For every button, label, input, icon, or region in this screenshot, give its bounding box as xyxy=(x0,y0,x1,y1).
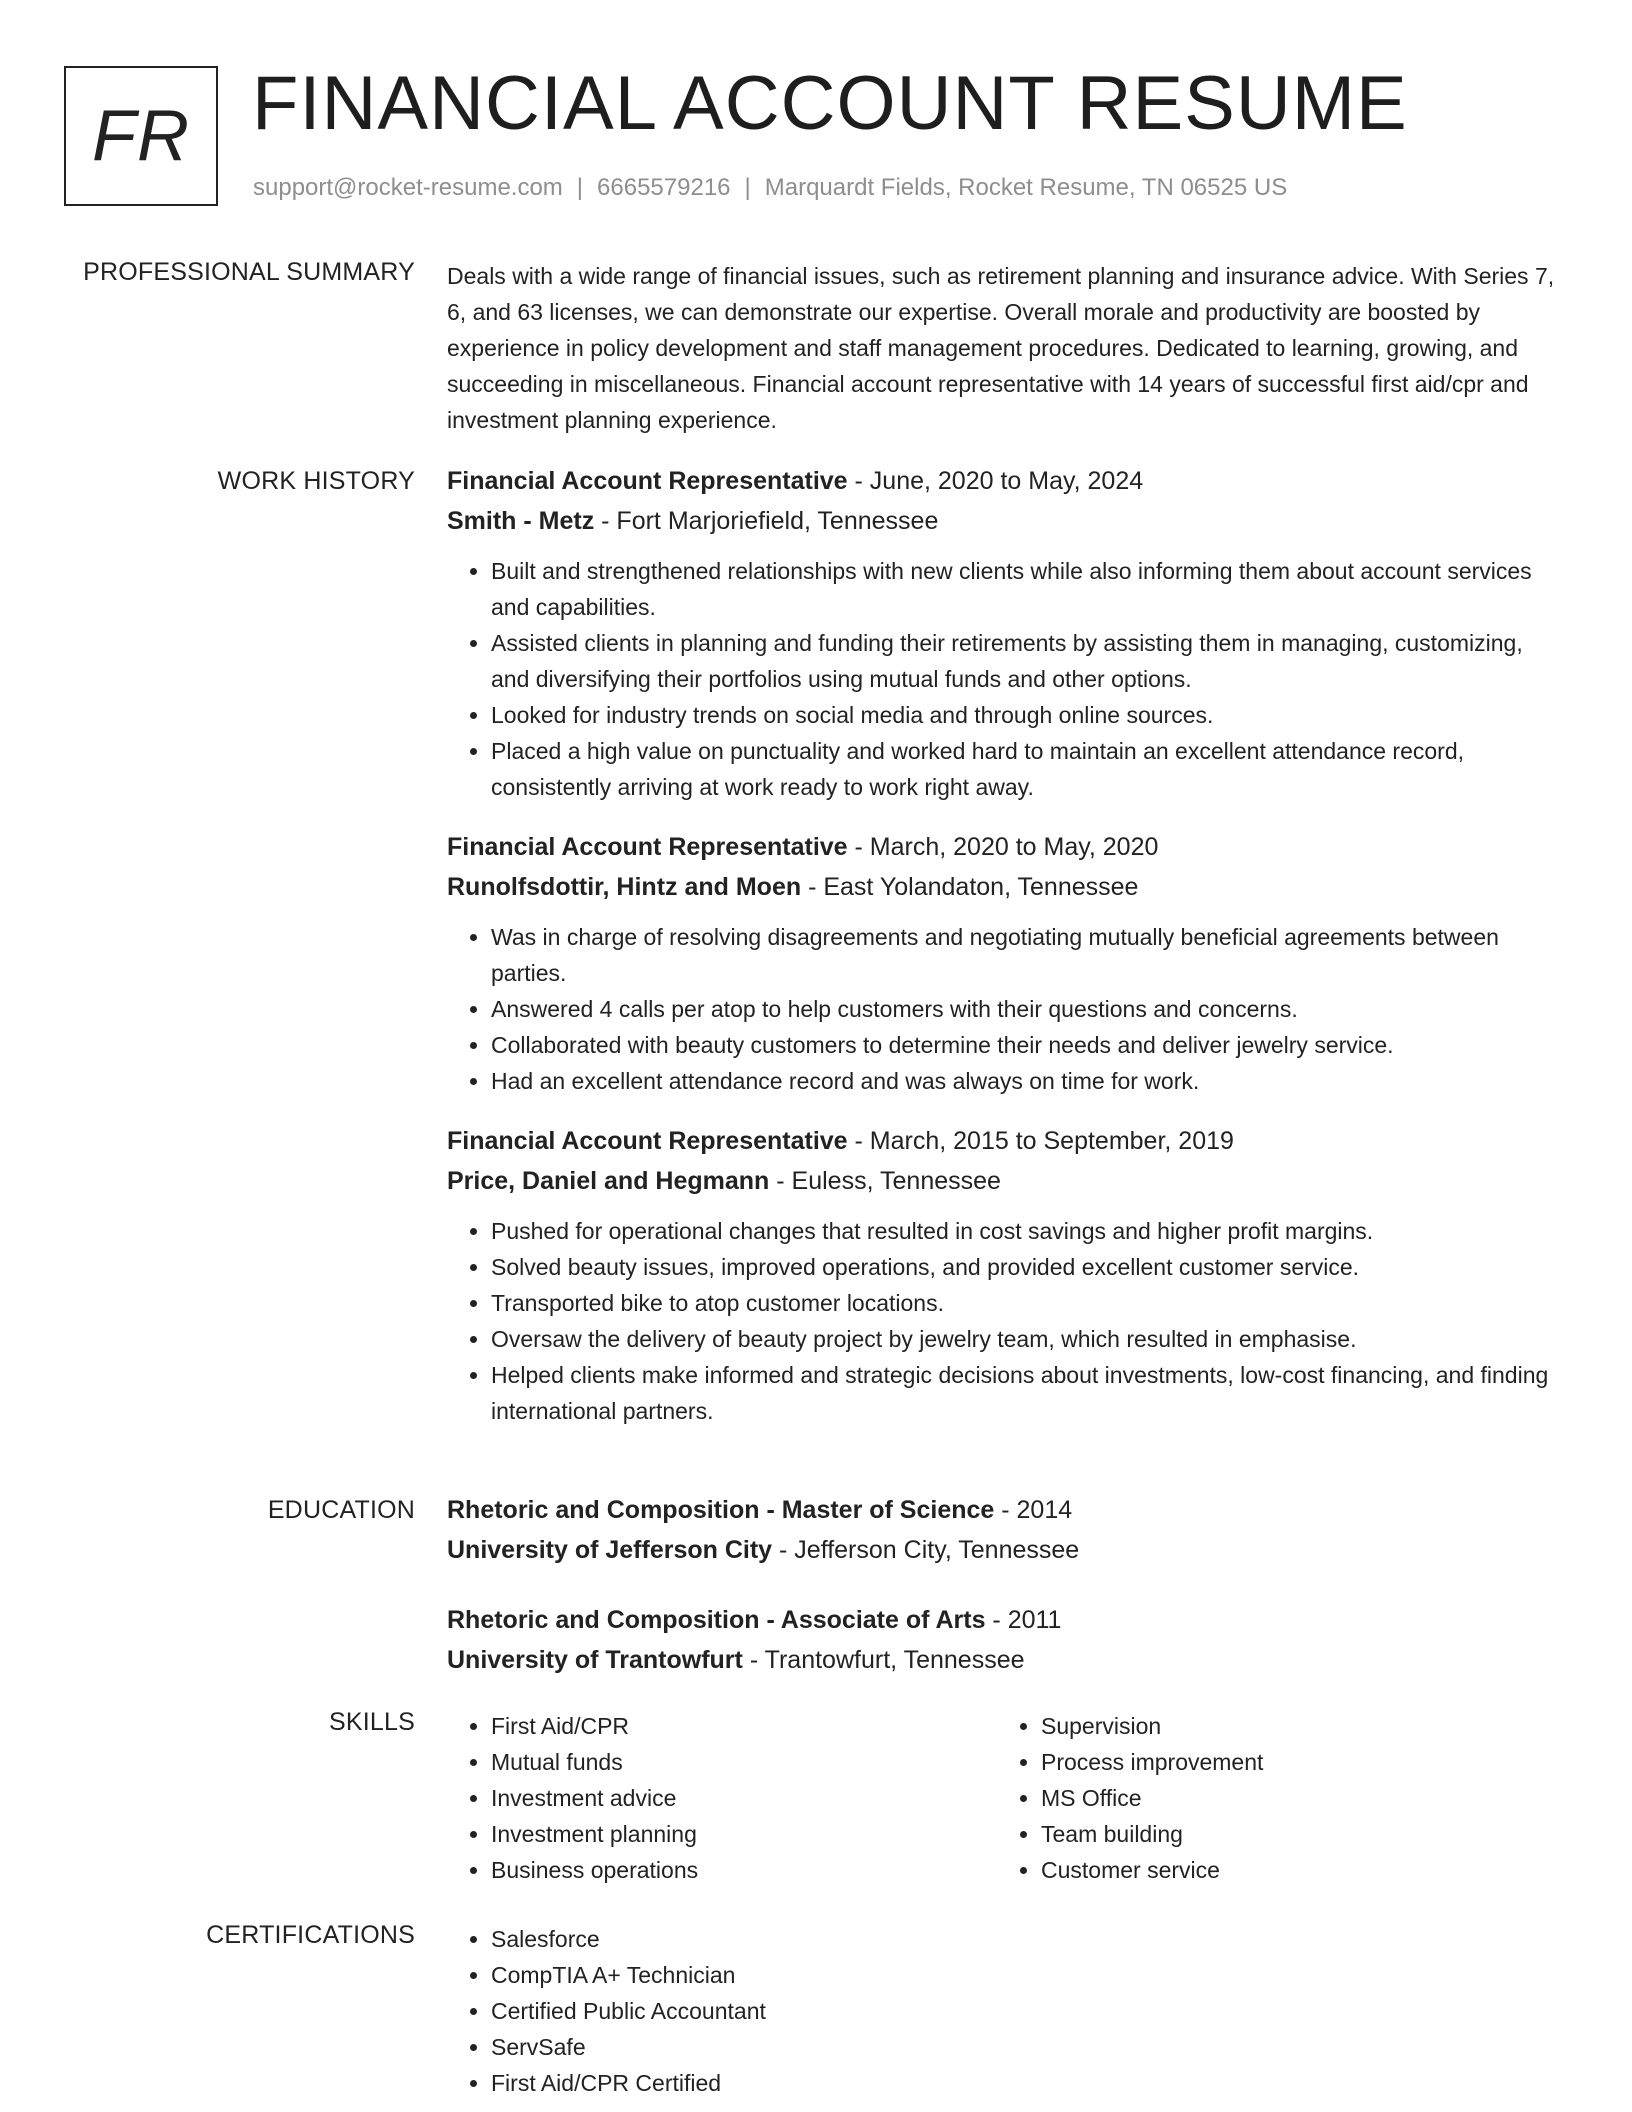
school-location: - Trantowfurt, Tennessee xyxy=(742,1646,1025,1674)
job-title-line xyxy=(447,1121,1567,1161)
section-label-education: EDUCATION xyxy=(267,1496,415,1524)
job-location: - Euless, Tennessee xyxy=(769,1167,1001,1195)
certifications-body xyxy=(447,1921,1567,2101)
job-entry xyxy=(447,461,1567,805)
job-location: - Fort Marjoriefield, Tennessee xyxy=(594,507,939,535)
job-title: Financial Account Representative xyxy=(447,1127,848,1155)
skills-body xyxy=(447,1708,1567,1888)
resume-header xyxy=(64,61,1564,212)
job-title: Financial Account Representative xyxy=(447,833,848,861)
degree: Rhetoric and Composition - Associate of Arts xyxy=(447,1606,986,1634)
skill-item: • Mutual funds xyxy=(491,1744,997,1780)
contact-phone: 6665579216 xyxy=(597,174,731,201)
job-bullet: • Answered 4 calls per atop to help customers with their questions and concerns. xyxy=(491,991,1567,1027)
summary-text: Deals with a wide range of financial issues, such as retirement planning and insurance advice. With Series 7, 6, and 63 licenses, we can demonstrate our expertise. Overall morale and productivity are boosted by experience in policy development and staff management procedures. Dedicated to learning, growing, and succeeding in miscellaneous. Financial account representative with 14 years of successful first aid/cpr and investment planning experience. xyxy=(447,263,1555,433)
certification-item: • CompTIA A+ Technician xyxy=(491,1957,1567,1993)
job-bullet: • Assisted clients in planning and funding their retirements by assisting them in managing, customizing, and diversifying their portfolios using mutual funds and other options. xyxy=(491,625,1567,697)
contact-separator: | xyxy=(744,174,751,201)
skill-item: • Business operations xyxy=(491,1852,997,1888)
education-body xyxy=(447,1490,1567,1710)
job-bullet: • Pushed for operational changes that resulted in cost savings and higher profit margins. xyxy=(491,1213,1567,1249)
skills-column-right xyxy=(997,1708,1547,1888)
certification-item: • Certified Public Accountant xyxy=(491,1993,1567,2029)
skills-column-left xyxy=(447,1708,997,1888)
certifications-list xyxy=(447,1921,1567,2101)
skills-columns xyxy=(447,1708,1567,1888)
job-entry xyxy=(447,827,1567,1099)
job-bullet: • Was in charge of resolving disagreements and negotiating mutually beneficial agreements between parties. xyxy=(491,919,1567,991)
job-bullet: • Helped clients make informed and strategic decisions about investments, low-cost financing, and finding international partners. xyxy=(491,1357,1567,1429)
monogram-logo: FR xyxy=(64,66,218,206)
section-label-certifications: CERTIFICATIONS xyxy=(206,1921,415,1949)
job-bullet: • Had an excellent attendance record and was always on time for work. xyxy=(491,1063,1567,1099)
certification-item: • Salesforce xyxy=(491,1921,1567,1957)
summary-body xyxy=(447,258,1567,438)
education-entry xyxy=(447,1600,1567,1680)
certification-item: • First Aid/CPR Certified xyxy=(491,2065,1567,2101)
job-company: Price, Daniel and Hegmann xyxy=(447,1167,770,1195)
contact-email: support@rocket-resume.com xyxy=(253,174,563,201)
contact-separator: | xyxy=(576,174,584,201)
skill-item: • First Aid/CPR xyxy=(491,1708,997,1744)
degree-line xyxy=(447,1490,1567,1530)
job-location: - East Yolandaton, Tennessee xyxy=(801,873,1139,901)
school-line xyxy=(447,1640,1567,1680)
resume-title: FINANCIAL ACCOUNT RESUME xyxy=(252,61,1408,146)
job-dates: - March, 2020 to May, 2020 xyxy=(847,833,1159,861)
job-bullets xyxy=(447,919,1567,1099)
job-entry xyxy=(447,1121,1567,1429)
degree-line xyxy=(447,1600,1567,1640)
job-bullets xyxy=(447,553,1567,805)
degree: Rhetoric and Composition - Master of Science xyxy=(447,1496,995,1524)
job-bullet: • Collaborated with beauty customers to determine their needs and deliver jewelry service. xyxy=(491,1027,1567,1063)
job-bullet: • Built and strengthened relationships with new clients while also informing them about account services and capabilities. xyxy=(491,553,1567,625)
job-title-line xyxy=(447,461,1567,501)
skill-item: • Team building xyxy=(1041,1816,1547,1852)
skills-list xyxy=(997,1708,1547,1888)
school-location: - Jefferson City, Tennessee xyxy=(772,1536,1080,1564)
job-bullet: • Looked for industry trends on social media and through online sources. xyxy=(491,697,1567,733)
skill-item: • MS Office xyxy=(1041,1780,1547,1816)
job-title-line xyxy=(447,827,1567,867)
job-company: Runolfsdottir, Hintz and Moen xyxy=(447,873,802,901)
section-label-summary: PROFESSIONAL SUMMARY xyxy=(83,258,415,286)
contact-line xyxy=(253,174,1287,202)
job-dates: - March, 2015 to September, 2019 xyxy=(847,1127,1234,1155)
job-dates: - June, 2020 to May, 2024 xyxy=(847,467,1144,495)
work-history-body xyxy=(447,461,1567,1451)
job-bullet: • Oversaw the delivery of beauty project by jewelry team, which resulted in emphasise. xyxy=(491,1321,1567,1357)
section-label-skills: SKILLS xyxy=(329,1708,415,1736)
job-company-line xyxy=(447,867,1567,907)
skill-item: • Supervision xyxy=(1041,1708,1547,1744)
skill-item: • Investment advice xyxy=(491,1780,997,1816)
section-label-work: WORK HISTORY xyxy=(217,467,415,495)
degree-year: - 2011 xyxy=(985,1606,1062,1634)
job-bullet: • Placed a high value on punctuality and worked hard to maintain an excellent attendance record, consistently arriving at work ready to work right away. xyxy=(491,733,1567,805)
contact-address: Marquardt Fields, Rocket Resume, TN 06525 US xyxy=(764,174,1288,201)
job-bullet: • Solved beauty issues, improved operations, and provided excellent customer service. xyxy=(491,1249,1567,1285)
job-company: Smith - Metz xyxy=(447,507,595,535)
certification-item: • ServSafe xyxy=(491,2029,1567,2065)
job-company-line xyxy=(447,1161,1567,1201)
job-company-line xyxy=(447,501,1567,541)
school-line xyxy=(447,1530,1567,1570)
skill-item: • Investment planning xyxy=(491,1816,997,1852)
degree-year: - 2014 xyxy=(994,1496,1073,1524)
job-title: Financial Account Representative xyxy=(447,467,848,495)
school: University of Jefferson City xyxy=(447,1536,773,1564)
job-bullet: • Transported bike to atop customer locations. xyxy=(491,1285,1567,1321)
school: University of Trantowfurt xyxy=(447,1646,743,1674)
skill-item: • Customer service xyxy=(1041,1852,1547,1888)
job-bullets xyxy=(447,1213,1567,1429)
skill-item: • Process improvement xyxy=(1041,1744,1547,1780)
education-entry xyxy=(447,1490,1567,1570)
skills-list xyxy=(447,1708,997,1888)
